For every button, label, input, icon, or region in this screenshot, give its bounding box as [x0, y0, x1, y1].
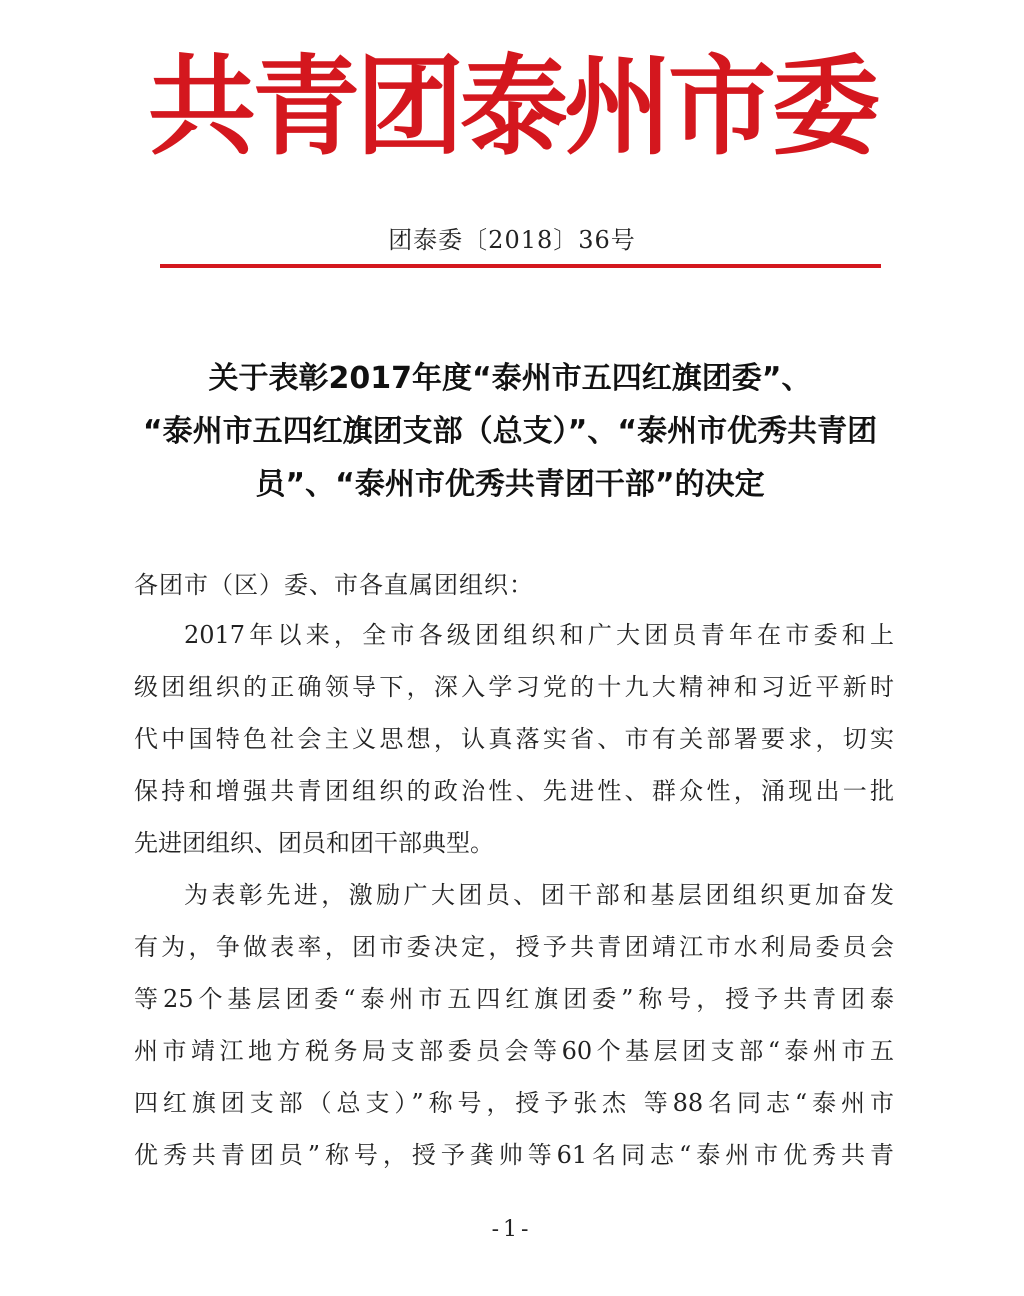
paragraph-1-line: 保持和增强共青团组织的政治性、先进性、群众性，涌现出一批	[134, 777, 894, 805]
red-divider-line	[160, 264, 881, 268]
paragraph-2-line: 州市靖江地方税务局支部委员会等60个基层团支部“泰州市五	[134, 1037, 894, 1065]
masthead-title: 共青团泰州市委	[147, 44, 876, 170]
paragraph-1-line: 2017年以来，全市各级团组织和广大团员青年在市委和上	[184, 621, 894, 649]
page-number: -1-	[491, 1217, 533, 1242]
paragraph-2-line: 等25个基层团委“泰州市五四红旗团委”称号，授予共青团泰	[134, 985, 894, 1013]
paragraph-2-line: 优秀共青团员”称号，授予龚帅等61名同志“泰州市优秀共青	[134, 1141, 894, 1169]
paragraph-1-line: 级团组织的正确领导下，深入学习党的十九大精神和习近平新时	[134, 673, 894, 701]
title-line: 员”、“泰州市优秀共青团干部”的决定	[255, 467, 765, 502]
paragraph-1-line: 代中国特色社会主义思想，认真落实省、市有关部署要求，切实	[134, 725, 894, 753]
title-line: 关于表彰2017年度“泰州市五四红旗团委”、	[208, 361, 812, 396]
document-number: 团泰委〔2018〕36号	[388, 226, 636, 254]
document-title	[120, 352, 900, 511]
paragraph-2-line: 四红旗团支部（总支）”称号，授予张杰 等88名同志“泰州市	[134, 1089, 894, 1117]
title-line: “泰州市五四红旗团支部（总支）”、“泰州市优秀共青团	[142, 414, 878, 449]
paragraph-2-line: 有为，争做表率，团市委决定，授予共青团靖江市水利局委员会	[134, 933, 894, 961]
paragraph-2-line: 为表彰先进，激励广大团员、团干部和基层团组织更加奋发	[184, 881, 894, 909]
paragraph-1-line: 先进团组织、团员和团干部典型。	[134, 829, 494, 857]
salutation: 各团市（区）委、市各直属团组织：	[134, 571, 534, 599]
